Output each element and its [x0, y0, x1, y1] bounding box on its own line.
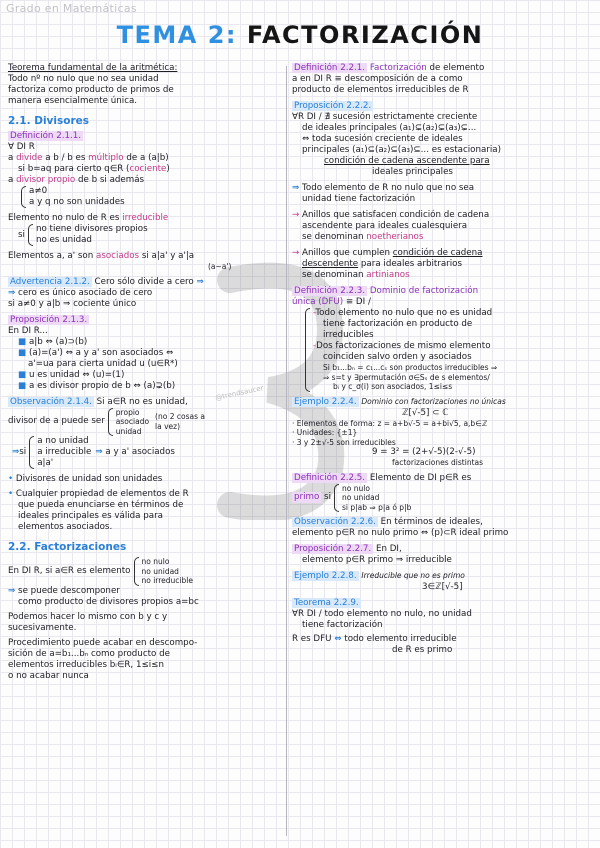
definicion-223: Definición 2.2.3. Dominio de factorización única (DFU) ≡ DI / -Todo elemento no nulo que no es unidad tiene factorización en producto de irreducibles -Dos factorizaciones de mismo elemento coinciden salvo orden y asociados Si b₁...bₙ = c₁...cₛ son productos irreducibles ⇒ ⇒ s=t y ∃permutación σ∈Sₛ de s elementos/ bᵢ y c_σ(i) son asociados, 1≤i≤s: [292, 286, 498, 391]
factorizaciones-block: En DI R, si a∈R es elemento no nulo no unidad no irreducible ⇒ se puede descomponer como producto de divisores propios a=bc Podemos hacer lo mismo con b y c y sucesivamente. Procedimiento puede acabar en descompo- sición de a=b₁...bₙ como producto de elementos irreducibles bᵢ∈R, 1≤i≤n o no acabar nunca: [8, 557, 199, 681]
label-prop-213: Proposición 2.1.3.: [10, 314, 88, 325]
prop213-item: ■ a|b ⇔ (a)⊃(b): [18, 336, 88, 347]
artinianos-block: → Anillos que cumplen condición de cadena descendente para ideales arbitrarios se denominan artinianos: [292, 248, 483, 280]
def211-line: si b=aq para cierto q∈R (cociente): [18, 164, 170, 174]
proposicion-222: Proposición 2.2.2. ∀R DI / ∄ sucesión estrictamente creciente de ideales principales (a₁)⊊(a₂)⊊(a₃)⊊... ⇔ toda sucesión creciente de ideales principales (a₁)⊆(a₂)⊆(a₃)⊆... es estacionaria) condición de cadena ascendente para ideales principales: [292, 101, 501, 177]
label-adv-212: Advertencia 2.1.2.: [10, 276, 90, 287]
label-def-211: Definición 2.1.1.: [10, 131, 82, 141]
irreducible-block: Elemento no nulo de R es irreducible si no tiene divisores propios no es unidad: [8, 213, 169, 245]
teorema-line: Todo nº no nulo que no sea unidad: [8, 74, 159, 84]
label-obs-226: Observación 2.2.6.: [294, 517, 376, 527]
ejemplo-228: Ejemplo 2.2.8. Irreducible que no es primo 3∈ℤ[√-5]: [294, 571, 465, 592]
adv-line: si a≠0 y a|b ⇒ cociente único: [8, 298, 137, 309]
teorema-heading: Teorema fundamental de la aritmética:: [8, 63, 178, 73]
column-divider: [286, 66, 287, 836]
label-ej-224: Ejemplo 2.2.4.: [294, 396, 357, 407]
label-obs-214: Observación 2.1.4.: [10, 396, 92, 407]
proposicion-213: Proposición 2.1.3. En DI R... ■ a|b ⇔ (a)⊃(b) ■ (a)=(a') ⇔ a y a' son asociados ⇔ a'=ua para cierta unidad u (u∈R*) ■ u es unidad ⇔ (u)=(1) ■ a es divisor propio de b ⇔ (a)⊋(b): [8, 315, 282, 392]
def211-line: ∀ DI R: [8, 142, 35, 152]
bullet-block: • Divisores de unidad son unidades • Cualquier propiedad de elementos de R que pueda enunciarse en términos de ideales principales es válida para elementos asociados.: [8, 474, 189, 532]
label-ej-228: Ejemplo 2.2.8.: [294, 571, 357, 581]
asoc-notation: (a~a'): [208, 262, 232, 271]
label-prop-222: Proposición 2.2.2.: [294, 101, 372, 111]
teorema-block: [8, 63, 282, 107]
teorema-line: manera esencialmente única.: [8, 96, 138, 106]
def211-line: a divisor propio de b si además: [8, 175, 145, 185]
ejemplo-224: Ejemplo 2.2.4. Dominio con factorizaciones no únicas ℤ[√-5] ⊂ ℂ · Elementos de forma: z = a+b√-5 = a+bi√5, a,b∈ℤ · Unidades: {±1} · 3 y 2±√-5 son irreducibles 9 = 3² = (2+√-5)(2-√-5) factorizaciones distintas: [292, 396, 506, 467]
title-main: FACTORIZACIÓN: [246, 21, 484, 49]
section-heading-factorizaciones: 2.2. Factorizaciones: [8, 541, 127, 553]
label-prop-227: Proposición 2.2.7.: [294, 544, 372, 554]
prop213-item: ■ u es unidad ⇔ (u)=(1): [18, 369, 125, 380]
label-def-223: Definición 2.2.3.: [294, 286, 366, 296]
proposicion-227: Proposición 2.2.7. En DI, elemento p∈R primo ⇒ irreducible: [294, 544, 452, 565]
prop213-item: ■ (a)=(a') ⇔ a y a' son asociados ⇔: [18, 347, 174, 358]
asociados-block: Elementos a, a' son asociados si a|a' y a'|a (a~a'): [8, 251, 282, 272]
teorema-229: Teorema 2.2.9. ∀R DI / todo elemento no nulo, no unidad tiene factorización R es DFU ⇔ todo elemento irreducible de R es primo: [292, 598, 472, 655]
noetherianos-block: → Anillos que satisfacen condición de cadena ascendente para ideales cualesquiera se denominan noetherianos: [292, 210, 490, 242]
observacion-214: Observación 2.1.4. Si a∈R no es unidad, divisor de a puede ser propio asociado unidad (no 2 cosas a la vez) ⇒ si a no unidad a irreducible a|a' ⇒ a y a' asociados: [8, 396, 205, 468]
watermark-handle: @trendsaucer: [214, 383, 265, 403]
observacion-226: Observación 2.2.6. En términos de ideales, elemento p∈R no nulo primo ⇔ (p)⊂R ideal primo: [292, 517, 509, 538]
def211-brace: [8, 186, 282, 208]
def211-line: a divide a b / b es múltiplo de a (a|b): [8, 153, 169, 163]
teorema-line: factoriza como producto de primos de: [8, 85, 174, 95]
definicion-221: Definición 2.2.1. Factorización de elemento a en DI R ≡ descomposición de a como producto de elementos irreducibles de R: [292, 63, 485, 95]
def211-cond: a≠0: [29, 186, 48, 196]
left-column: [8, 63, 282, 687]
right-column: [292, 63, 592, 661]
definicion-211: [8, 131, 282, 208]
title-prefix: TEMA 2:: [116, 21, 237, 49]
page-title: [0, 20, 600, 50]
def211-cond: a y q no son unidades: [29, 197, 125, 207]
label-def-221: Definición 2.2.1.: [294, 63, 366, 73]
advertencia-212: Advertencia 2.1.2. Cero sólo divide a cero ⇒ ⇒ cero es único asociado de cero si a≠0 y a|b ⇒ cociente único: [8, 277, 282, 310]
definicion-225: Definición 2.2.5. Elemento de DI p∈R es primo si no nulo no unidad si p|ab ⇒ p|a ó p|b: [294, 472, 472, 512]
irred-cond: no es unidad: [35, 235, 92, 245]
irred-cond: no tiene divisores propios: [35, 224, 148, 234]
label-teo-229: Teorema 2.2.9.: [294, 598, 359, 608]
result-factorizacion: ⇒ Todo elemento de R no nulo que no sea unidad tiene factorización: [292, 183, 475, 204]
prop213-item: ■ a es divisor propio de b ⇔ (a)⊋(b): [18, 380, 176, 391]
prop213-item: a'=ua para cierta unidad u (u∈R*): [28, 358, 178, 369]
watermark-text: Grado en Matemáticas: [6, 2, 137, 15]
section-heading-divisores: 2.1. Divisores: [8, 115, 90, 127]
label-def-225: Definición 2.2.5.: [294, 472, 366, 483]
